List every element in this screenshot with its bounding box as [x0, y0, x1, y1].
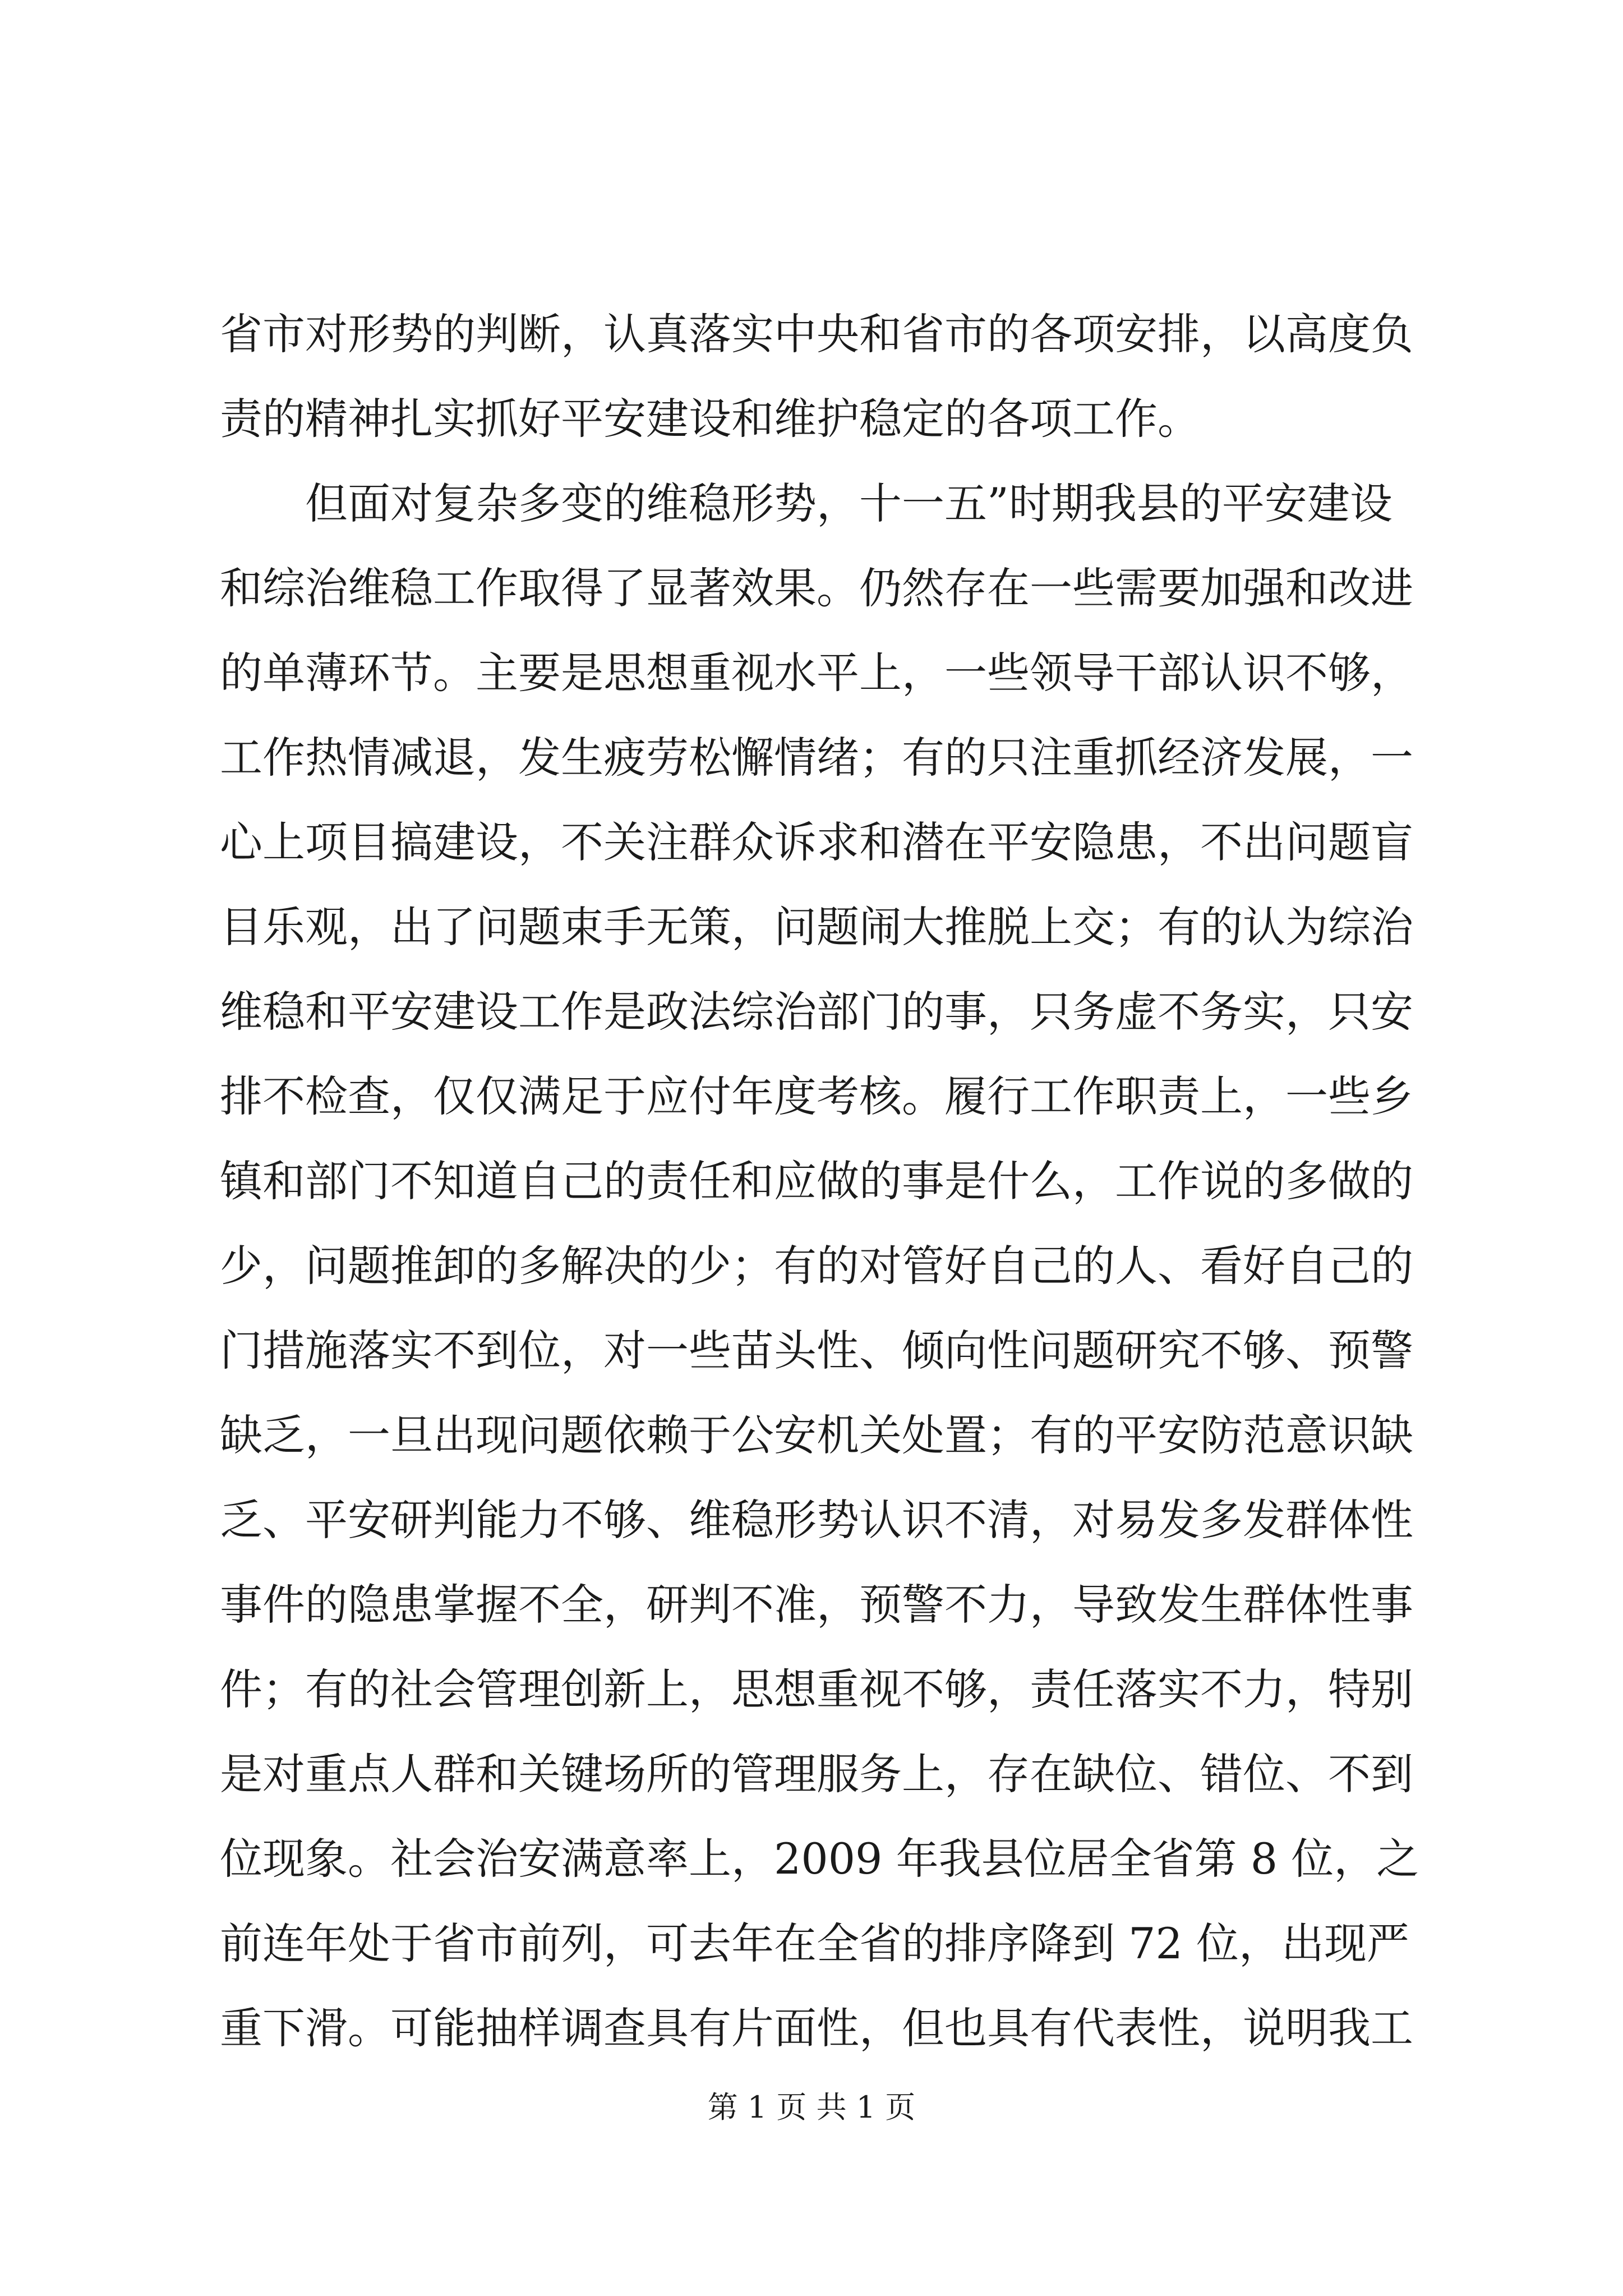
text-line: 少，问题推卸的多解决的少；有的对管好自己的人、看好自己的 [220, 1241, 1413, 1291]
document-body [220, 292, 1442, 2070]
text-line: 和综治维稳工作取得了显著效果。仍然存在一些需要加强和改进 [220, 563, 1413, 613]
text-line: 前连年处于省市前列，可去年在全省的排序降到 72 位，出现严 [220, 1918, 1410, 1968]
page-footer [0, 2088, 1623, 2127]
text-line: 是对重点人群和关键场所的管理服务上，存在缺位、错位、不到 [220, 1749, 1413, 1799]
text-line: 位现象。社会治安满意率上，2009 年我县位居全省第 8 位，之 [220, 1834, 1419, 1884]
text-line: 缺乏，一旦出现问题依赖于公安机关处置；有的平安防范意识缺 [220, 1410, 1413, 1460]
text-line: 目乐观，出了问题束手无策，问题闹大推脱上交；有的认为综治 [220, 902, 1413, 952]
text-line: 的单薄环节。主要是思想重视水平上，一些领导干部认识不够， [220, 648, 1413, 698]
text-line: 件；有的社会管理创新上，思想重视不够，责任落实不力，特别 [220, 1664, 1413, 1714]
paragraph-first-line: 但面对复杂多变的维稳形势，十一五”时期我县的平安建设 [305, 478, 1393, 528]
text-line: 工作热情减退，发生疲劳松懈情绪；有的只注重抓经济发展，一 [220, 733, 1413, 783]
text-line: 省市对形势的判断，认真落实中央和省市的各项安排，以高度负 [220, 309, 1413, 359]
text-line: 心上项目搞建设，不关注群众诉求和潜在平安隐患，不出问题盲 [220, 817, 1413, 867]
text-line: 重下滑。可能抽样调查具有片面性，但也具有代表性，说明我工 [220, 2003, 1413, 2053]
text-line: 门措施落实不到位，对一些苗头性、倾向性问题研究不够、预警 [220, 1326, 1413, 1375]
text-line: 事件的隐患掌握不全，研判不准，预警不力，导致发生群体性事 [220, 1580, 1413, 1630]
text-line: 镇和部门不知道自己的责任和应做的事是什么，工作说的多做的 [220, 1156, 1413, 1206]
text-line: 乏、平安研判能力不够、维稳形势认识不清，对易发多发群体性 [220, 1495, 1413, 1545]
text-line: 排不检查，仅仅满足于应付年度考核。履行工作职责上，一些乡 [220, 1071, 1413, 1121]
text-line: 维稳和平安建设工作是政法综治部门的事，只务虚不务实，只安 [220, 987, 1413, 1037]
text-line: 责的精神扎实抓好平安建设和维护稳定的各项工作。 [220, 394, 1200, 444]
page-number: 第 1 页 共 1 页 [707, 2090, 916, 2125]
